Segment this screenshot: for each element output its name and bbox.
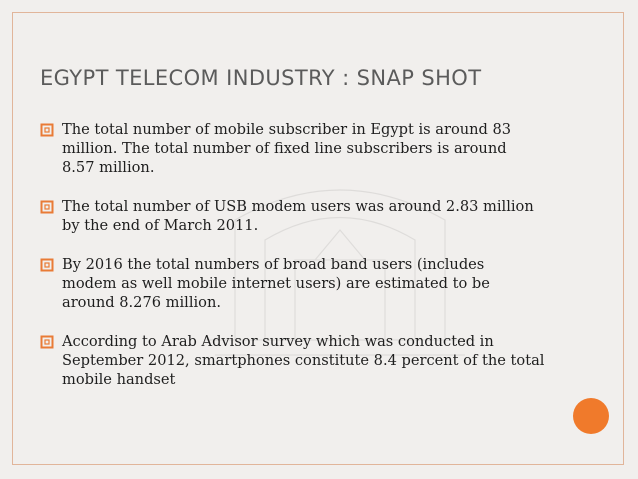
bullet-item [40,332,565,389]
hollow-square-bullet-icon [40,123,54,137]
bullet-text: The total number of mobile subscriber in Egypt is around 83 million. The total number of fixed line subscribers is around 8.57 million. [62,121,512,176]
bullet-text: According to Arab Advisor survey which was conducted in September 2012, smartphones constitute 8.4 percent of the total mobile handset [62,333,545,388]
bullet-item [40,197,565,235]
bullet-text: The total number of USB modem users was around 2.83 million by the end of March 2011. [62,198,534,234]
slide-title: EGYPT TELECOM INDUSTRY : SNAP SHOT [40,66,482,90]
hollow-square-bullet-icon [40,258,54,272]
bullet-list [40,120,565,409]
accent-circle [573,398,609,434]
hollow-square-bullet-icon [40,200,54,214]
hollow-square-bullet-icon [40,335,54,349]
bullet-text: By 2016 the total numbers of broad band users (includes modem as well mobile internet users) are estimated to be around 8.276 million. [62,256,490,311]
bullet-item [40,255,565,312]
bullet-item [40,120,565,177]
